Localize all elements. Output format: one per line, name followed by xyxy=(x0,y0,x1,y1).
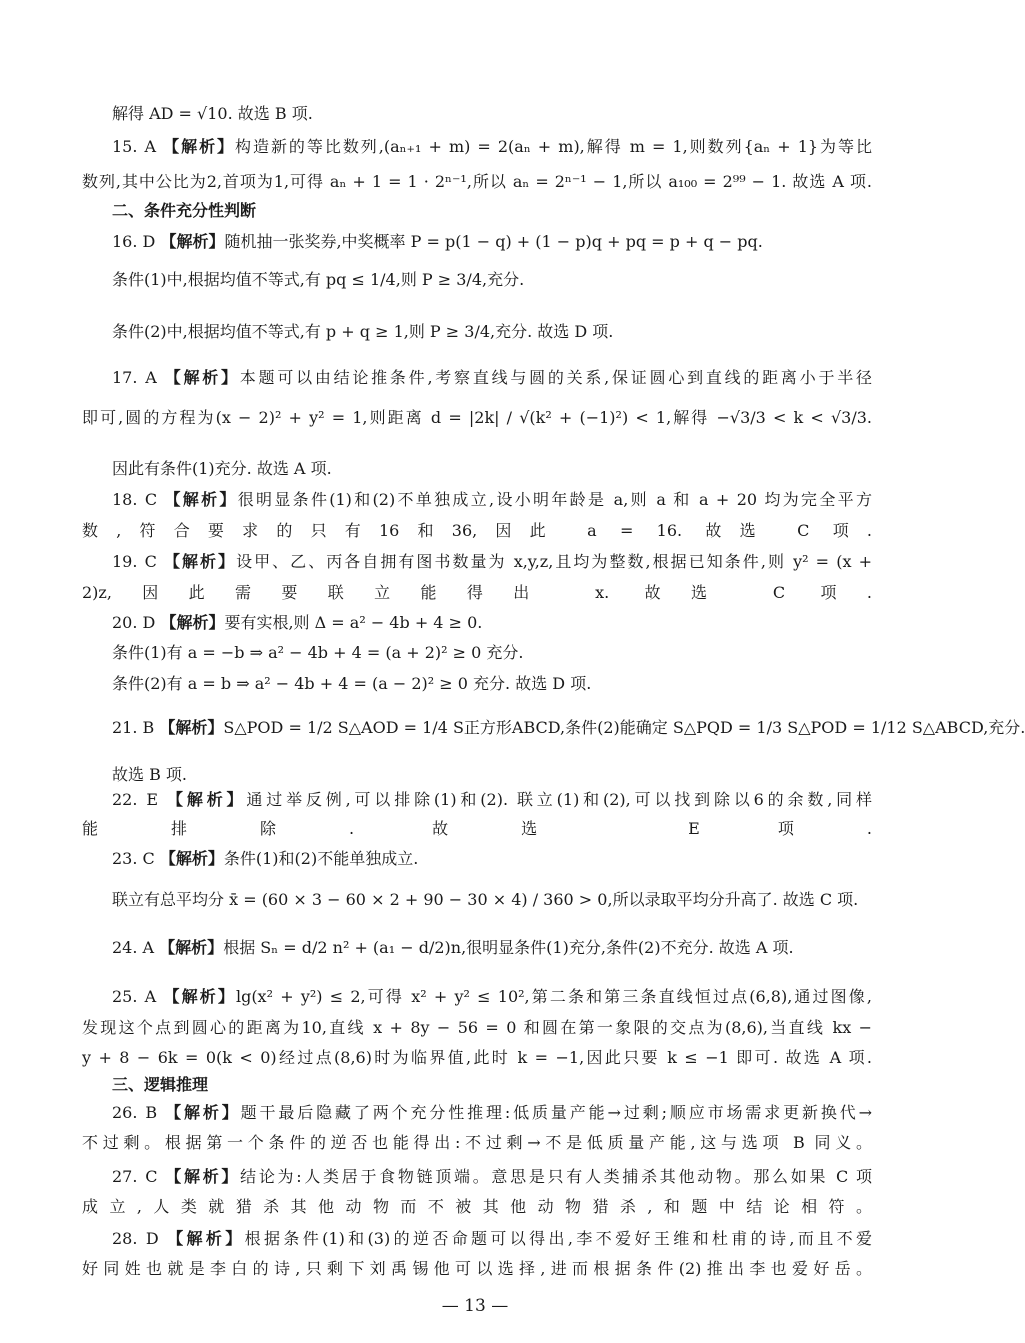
text-line xyxy=(112,322,872,342)
line-text: 随机抽一张奖券,中奖概率 P = p(1 − q) + (1 − p)q + pq = p + q − pq. xyxy=(224,232,763,251)
analysis-tag: 【解析】 xyxy=(167,790,247,809)
line-text: 2)z,因此需要联立能得出 x. 故选 C 项. xyxy=(82,583,872,602)
line-text: 能排除. 故选 E 项. xyxy=(82,819,872,838)
analysis-tag: 【解析】 xyxy=(163,987,236,1006)
answer-line xyxy=(112,938,872,958)
line-text: S△POD = 1/2 S△AOD = 1/4 S正方形ABCD,条件(2)能确定 S△PQD = 1/3 S△POD = 1/12 S△ABCD,充分. xyxy=(223,718,1025,737)
analysis-tag: 【解析】 xyxy=(160,613,225,632)
line-text: 因此有条件(1)充分. 故选 A 项. xyxy=(112,459,332,478)
question-number: 20. D xyxy=(112,613,161,632)
answer-line xyxy=(112,613,872,633)
section-heading: 二、条件充分性判断 xyxy=(112,201,257,220)
answer-line xyxy=(112,1103,872,1123)
line-text: 要有实根,则 Δ = a² − 4b + 4 ≥ 0. xyxy=(224,613,483,632)
text-line xyxy=(112,674,872,694)
question-number: 15. A xyxy=(112,137,164,156)
text-line xyxy=(112,765,872,785)
line-text: 结论为:人类居于食物链顶端。意思是只有人类捕杀其他动物。那么如果 C 项 xyxy=(240,1167,872,1186)
question-number: 18. C xyxy=(112,490,165,509)
analysis-tag: 【解析】 xyxy=(160,232,225,251)
text-line xyxy=(112,459,872,479)
text-line xyxy=(112,890,872,910)
line-text: 好同姓也就是李白的诗,只剩下刘禹锡他可以选择,进而根据条件(2)推出李也爱好岳。 xyxy=(82,1259,872,1278)
question-number: 22. E xyxy=(112,790,167,809)
line-text: 联立有总平均分 x̄ = (60 × 3 − 60 × 2 + 90 − 30 × 4) / 360 > 0,所以录取平均分升高了. 故选 C 项. xyxy=(112,890,859,909)
text-line xyxy=(112,270,872,290)
analysis-tag: 【解析】 xyxy=(159,938,224,957)
text-line xyxy=(112,643,872,663)
answer-line xyxy=(112,718,1025,738)
line-text: 本题可以由结论推条件,考察直线与圆的关系,保证圆心到直线的距离小于半径 xyxy=(239,368,872,387)
line-text: 即可,圆的方程为(x − 2)² + y² = 1,则距离 d = |2k| / √(k² + (−1)²) < 1,解得 −√3/3 < k < √3/3. xyxy=(82,408,872,427)
answer-line xyxy=(112,790,872,810)
line-text: 不过剩。根据第一个条件的逆否也能得出:不过剩→不是低质量产能,这与选项 B 同义。 xyxy=(82,1133,872,1152)
text-line xyxy=(82,583,872,603)
analysis-tag: 【解析】 xyxy=(165,1103,241,1122)
line-text: 条件(2)中,根据均值不等式,有 p + q ≥ 1,则 P ≥ 3/4,充分. 故选 D 项. xyxy=(112,322,614,341)
text-line xyxy=(112,104,872,124)
answer-line xyxy=(112,552,872,572)
line-text: 根据 Sₙ = d/2 n² + (a₁ − d/2)n,很明显条件(1)充分,条件(2)不充分. 故选 A 项. xyxy=(223,938,794,957)
text-line xyxy=(82,1197,872,1217)
answer-line xyxy=(112,368,872,388)
line-text: 解得 AD = √10. 故选 B 项. xyxy=(112,104,313,123)
analysis-tag: 【解析】 xyxy=(167,1229,245,1248)
analysis-tag: 【解析】 xyxy=(163,552,237,571)
answer-line xyxy=(112,490,872,510)
line-text: 成立,人类就猎杀其他动物而不被其他动物猎杀,和题中结论相符。 xyxy=(82,1197,872,1216)
question-number: 27. C xyxy=(112,1167,166,1186)
line-text: 条件(1)中,根据均值不等式,有 pq ≤ 1/4,则 P ≥ 3/4,充分. xyxy=(112,270,525,289)
line-text: 故选 B 项. xyxy=(112,765,188,784)
line-text: 构造新的等比数列,(aₙ₊₁ + m) = 2(aₙ + m),解得 m = 1,则数列{aₙ + 1}为等比 xyxy=(235,137,872,156)
line-text: 条件(1)有 a = −b ⇒ a² − 4b + 4 = (a + 2)² ≥ 0 充分. xyxy=(112,643,524,662)
question-number: 28. D xyxy=(112,1229,168,1248)
question-number: 17. A xyxy=(112,368,165,387)
question-number: 23. C xyxy=(112,849,160,868)
answer-line xyxy=(112,987,872,1007)
answer-line xyxy=(112,232,872,252)
text-line xyxy=(82,172,872,192)
text-line xyxy=(82,408,872,428)
text-line xyxy=(82,521,872,541)
analysis-tag: 【解析】 xyxy=(159,718,224,737)
line-text: 条件(1)和(2)不能单独成立. xyxy=(223,849,419,868)
question-number: 26. B xyxy=(112,1103,166,1122)
line-text: 题干最后隐藏了两个充分性推理:低质量产能→过剩;顺应市场需求更新换代→ xyxy=(240,1103,872,1122)
analysis-tag: 【解析】 xyxy=(164,368,240,387)
section-heading: 三、逻辑推理 xyxy=(112,1075,209,1094)
text-line xyxy=(82,1133,872,1153)
analysis-tag: 【解析】 xyxy=(163,137,236,156)
answer-line xyxy=(112,1167,872,1187)
question-number: 16. D xyxy=(112,232,161,251)
line-text: lg(x² + y²) ≤ 2,可得 x² + y² ≤ 10²,第二条和第三条直线恒过点(6,8),通过图像, xyxy=(235,987,872,1006)
page-number: — 13 — xyxy=(441,1296,509,1316)
analysis-tag: 【解析】 xyxy=(164,490,238,509)
text-line xyxy=(82,1018,872,1038)
line-text: 数,符合要求的只有16和36,因此 a = 16. 故选 C 项. xyxy=(82,521,872,540)
answer-line xyxy=(112,1229,872,1249)
question-number: 21. B xyxy=(112,718,160,737)
line-text: 很明显条件(1)和(2)不单独成立,设小明年龄是 a,则 a 和 a + 20 均为完全平方 xyxy=(237,490,872,509)
line-text: y + 8 − 6k = 0(k < 0)经过点(8,6)时为临界值,此时 k = −1,因此只要 k ≤ −1 即可. 故选 A 项. xyxy=(82,1048,872,1067)
question-number: 25. A xyxy=(112,987,164,1006)
line-text: 通过举反例,可以排除(1)和(2). 联立(1)和(2),可以找到除以6的余数,同样 xyxy=(246,790,872,809)
question-number: 19. C xyxy=(112,552,164,571)
line-text: 设甲、乙、丙各自拥有图书数量为 x,y,z,且均为整数,根据已知条件,则 y² = (x + xyxy=(236,552,872,571)
line-text: 发现这个点到圆心的距离为10,直线 x + 8y − 56 = 0 和圆在第一象限的交点为(8,6),当直线 kx − xyxy=(82,1018,872,1037)
question-number: 24. A xyxy=(112,938,160,957)
line-text: 根据条件(1)和(3)的逆否命题可以得出,李不爱好王维和杜甫的诗,而且不爱 xyxy=(244,1229,872,1248)
answer-line xyxy=(112,137,872,157)
analysis-tag: 【解析】 xyxy=(159,849,224,868)
line-text: 数列,其中公比为2,首项为1,可得 aₙ + 1 = 1 · 2ⁿ⁻¹,所以 aₙ = 2ⁿ⁻¹ − 1,所以 a₁₀₀ = 2⁹⁹ − 1. 故选 A 项. xyxy=(82,172,872,191)
text-line xyxy=(82,1048,872,1068)
line-text: 条件(2)有 a = b ⇒ a² − 4b + 4 = (a − 2)² ≥ 0 充分. 故选 D 项. xyxy=(112,674,592,693)
analysis-tag: 【解析】 xyxy=(165,1167,241,1186)
answer-line xyxy=(112,849,872,869)
text-line xyxy=(82,819,872,839)
text-line xyxy=(82,1259,872,1279)
